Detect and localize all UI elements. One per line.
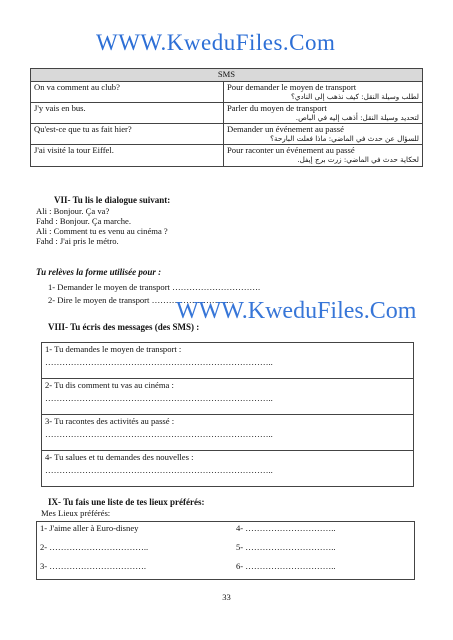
answer-line: …………………………………………………………………….. xyxy=(45,428,273,439)
page-number: 33 xyxy=(222,592,231,602)
watermark-top: WWW.KweduFiles.Com xyxy=(96,30,336,55)
sms-desc-ar: لحكاية حدث في الماضي: زرت برج إيفل. xyxy=(297,155,419,165)
dialogue-line: Fahd : J'ai pris le métro. xyxy=(36,235,119,246)
sms-answer-cell[interactable] xyxy=(42,343,414,379)
dialogue-line: Ali : Bonjour. Ça va? xyxy=(36,206,110,216)
table-row xyxy=(31,103,423,124)
sms-desc-fr: Pour raconter un événement au passé xyxy=(227,145,355,156)
sms-description xyxy=(224,81,423,102)
watermark-middle: WWW.KweduFiles.Com xyxy=(176,298,417,324)
sms-french: J'y vais en bus. xyxy=(31,103,224,124)
table-row xyxy=(31,124,423,145)
sms-description xyxy=(224,145,423,166)
table-row xyxy=(31,145,423,166)
places-table xyxy=(36,521,415,580)
sms-description xyxy=(224,103,423,124)
question-label: 3- Tu racontes des activités au passé : xyxy=(45,416,175,426)
list-item: 1- Demander le moyen de transport …………………………. xyxy=(48,282,261,292)
sms-french: Qu'est-ce que tu as fait hier? xyxy=(31,124,224,145)
table-row xyxy=(37,541,415,560)
place-item[interactable]: 4- ………………………….. xyxy=(233,522,415,542)
question-label: 1- Tu demandes le moyen de transport : xyxy=(45,344,182,354)
section-viii-title: VIII- Tu écris des messages (des SMS) : xyxy=(48,322,200,332)
sms-answer-cell[interactable] xyxy=(42,451,414,487)
answer-line: …………………………………………………………………….. xyxy=(45,392,273,403)
section-ix-title: IX- Tu fais une liste de tes lieux préférés: xyxy=(48,497,205,507)
sms-writing-table xyxy=(41,342,414,487)
table-row xyxy=(42,415,414,451)
releves-title: Tu relèves la forme utilisée pour : xyxy=(36,267,162,277)
place-item[interactable]: 2- …………………………….. xyxy=(40,542,149,552)
sms-description xyxy=(224,124,423,145)
sms-table-header: SMS xyxy=(31,69,423,82)
place-item[interactable]: 3- ……………………………. xyxy=(40,561,146,571)
table-row xyxy=(37,522,415,542)
answer-line: …………………………………………………………………….. xyxy=(45,356,273,367)
sms-desc-fr: Pour demander le moyen de transport xyxy=(227,81,357,92)
question-label: 4- Tu salues et tu demandes des nouvelles : xyxy=(45,452,194,462)
dialogue xyxy=(36,207,168,247)
table-row xyxy=(42,379,414,415)
table-row xyxy=(37,560,415,580)
table-row xyxy=(42,451,414,487)
answer-line: …………………………………………………………………….. xyxy=(45,464,273,475)
table-row xyxy=(31,81,423,102)
sms-answer-cell[interactable] xyxy=(42,415,414,451)
table-row xyxy=(42,343,414,379)
dialogue-line: Ali : Comment tu es venu au cinéma ? xyxy=(36,225,168,236)
sms-answer-cell[interactable] xyxy=(42,379,414,415)
place-item[interactable]: 5- ………………………….. xyxy=(236,542,336,552)
sms-french: On va comment au club? xyxy=(31,81,224,102)
sms-desc-ar: لتحديد وسيلة النقل: أذهب إليه في الباص. xyxy=(295,112,419,122)
sms-desc-ar: لطلب وسيلة النقل: كيف نذهب إلى النادي؟ xyxy=(291,91,419,101)
sms-desc-fr: Parler du moyen de transport xyxy=(227,103,327,114)
place-item[interactable]: 6- ………………………….. xyxy=(236,561,336,571)
sms-desc-ar: للسؤال عن حدث في الماضي: ماذا فعلت البارحة؟ xyxy=(270,134,419,144)
question-label: 2- Tu dis comment tu vas au cinéma : xyxy=(45,380,174,390)
place-item: 1- J'aime aller à Euro-disney xyxy=(37,522,234,542)
sms-table xyxy=(30,68,423,167)
dialogue-line: Fahd : Bonjour. Ça marche. xyxy=(36,215,131,226)
list-item: 2- Dire le moyen de transport ……………………….. xyxy=(48,294,234,305)
section-vii-title: VII- Tu lis le dialogue suivant: xyxy=(54,195,171,205)
places-subtitle: Mes Lieux préférés: xyxy=(41,508,111,518)
sms-desc-fr: Demander un événement au passé xyxy=(227,124,344,135)
sms-french: J'ai visité la tour Eiffel. xyxy=(31,145,224,166)
